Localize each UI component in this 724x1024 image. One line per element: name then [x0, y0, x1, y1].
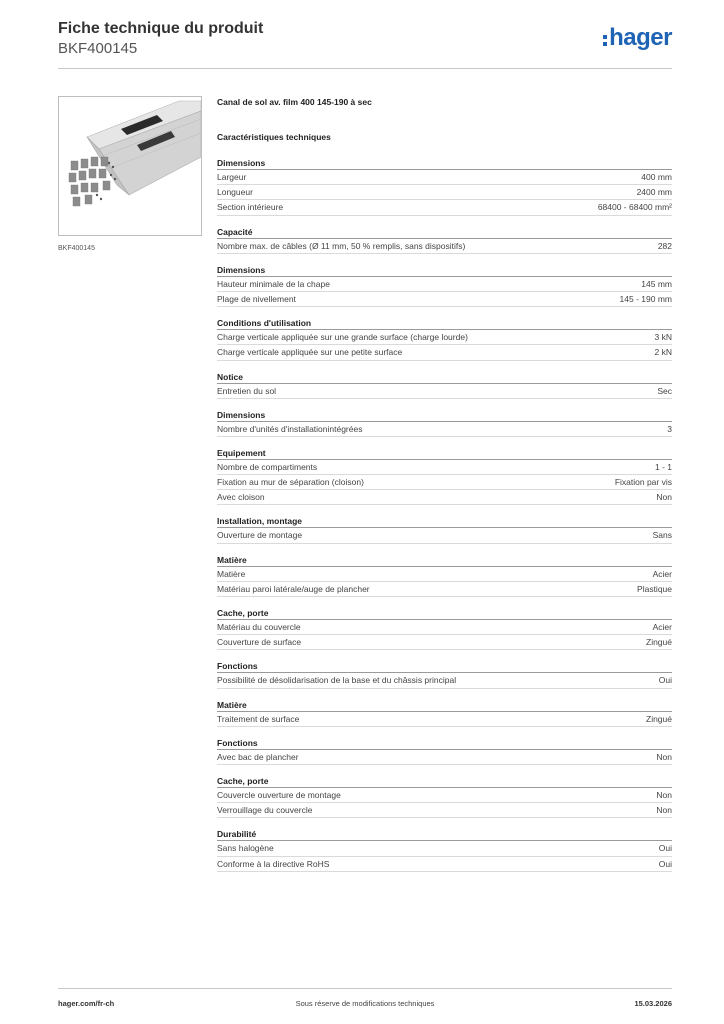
- spec-label: Section intérieure: [217, 202, 284, 213]
- spec-label: Charge verticale appliquée sur une grande surface (charge lourde): [217, 332, 468, 343]
- spec-row: [217, 460, 672, 475]
- product-image: [58, 96, 202, 236]
- spec-row: [217, 475, 672, 490]
- spec-section: [217, 699, 672, 727]
- spec-value: Non: [656, 492, 672, 503]
- spec-content: [217, 96, 672, 882]
- spec-row: [217, 528, 672, 543]
- spec-row: [217, 292, 672, 307]
- technical-characteristics-heading: Caractéristiques techniques: [217, 132, 331, 142]
- spec-row: [217, 170, 672, 185]
- spec-value: Zingué: [646, 637, 672, 648]
- spec-value: 1 - 1: [654, 461, 672, 472]
- hager-logo: [603, 24, 672, 52]
- spec-label: Sans halogène: [217, 843, 274, 854]
- spec-value: Sans: [652, 530, 672, 541]
- spec-value: Acier: [652, 622, 672, 632]
- spec-section: [217, 775, 672, 818]
- spec-label: Fixation au mur de séparation (cloison): [217, 477, 364, 488]
- spec-label: Couverture de surface: [217, 637, 302, 648]
- footer-date: 15.03.2026: [634, 999, 672, 1008]
- spec-section: [217, 226, 672, 254]
- spec-label: Verrouillage du couvercle: [217, 805, 313, 816]
- spec-label: Nombre max. de câbles (Ø 11 mm, 50 % remplis, sans dispositifs): [217, 240, 466, 251]
- spec-row: [217, 490, 672, 505]
- page-header: [58, 20, 672, 68]
- spec-row: [217, 857, 672, 872]
- spec-value: Oui: [658, 675, 672, 686]
- spec-label: Charge verticale appliquée sur une petite surface: [217, 347, 403, 358]
- spec-value: 3 kN: [654, 332, 672, 343]
- spec-sections: [217, 157, 672, 872]
- spec-value: Fixation par vis: [614, 477, 672, 488]
- spec-value: Oui: [658, 858, 672, 869]
- section-title: Fonctions: [217, 737, 672, 750]
- logo-dots-icon: [603, 35, 607, 46]
- section-title: Matière: [217, 554, 672, 567]
- spec-value: Non: [656, 751, 672, 762]
- spec-row: [217, 788, 672, 803]
- logo-wordmark: hager: [609, 24, 672, 51]
- spec-row: [217, 239, 672, 254]
- spec-value: Acier: [652, 568, 672, 579]
- spec-label: Matériau du couvercle: [217, 622, 301, 632]
- section-title: Cache, porte: [217, 607, 672, 620]
- spec-value: 2 kN: [654, 347, 672, 358]
- spec-label: Possibilité de désolidarisation de la base et du châssis principal: [217, 675, 457, 686]
- spec-label: Largeur: [217, 172, 247, 182]
- spec-label: Hauteur minimale de la chape: [217, 278, 330, 289]
- section-title: Dimensions: [217, 409, 672, 422]
- spec-value: Plastique: [637, 583, 672, 594]
- spec-label: Couvercle ouverture de montage: [217, 789, 341, 800]
- spec-row: [217, 673, 672, 688]
- spec-label: Nombre d'unités d'installationintégrées: [217, 423, 363, 434]
- spec-value: 145 - 190 mm: [619, 293, 672, 304]
- spec-value: 145 mm: [641, 278, 672, 289]
- spec-label: Nombre de compartiments: [217, 461, 318, 472]
- spec-value: 68400 - 68400 mm²: [597, 202, 672, 213]
- section-title: Conditions d'utilisation: [217, 317, 672, 330]
- spec-row: [217, 750, 672, 765]
- spec-label: Longueur: [217, 187, 253, 198]
- spec-section: [217, 317, 672, 360]
- spec-row: [217, 345, 672, 360]
- product-name: Canal de sol av. film 400 145-190 à sec: [217, 97, 372, 107]
- floor-duct-illustration-icon: [59, 97, 201, 235]
- section-title: Installation, montage: [217, 515, 672, 528]
- spec-row: [217, 620, 672, 635]
- spec-value: 2400 mm: [636, 187, 672, 198]
- footer-disclaimer: Sous réserve de modifications techniques: [295, 999, 435, 1008]
- product-reference: BKF400145: [58, 40, 138, 57]
- spec-row: [217, 841, 672, 856]
- spec-row: [217, 712, 672, 727]
- spec-label: Ouverture de montage: [217, 530, 303, 541]
- section-title: Dimensions: [217, 264, 672, 277]
- spec-row: [217, 200, 672, 215]
- spec-section: [217, 264, 672, 307]
- spec-row: [217, 803, 672, 818]
- footer-website: hager.com/fr-ch: [58, 999, 115, 1008]
- spec-value: Oui: [658, 843, 672, 854]
- spec-label: Avec cloison: [217, 492, 265, 503]
- spec-section: [217, 660, 672, 688]
- section-title: Durabilité: [217, 828, 672, 841]
- section-title: Matière: [217, 699, 672, 712]
- spec-section: [217, 409, 672, 437]
- spec-section: [217, 515, 672, 543]
- spec-value: 400 mm: [641, 172, 672, 182]
- spec-section: [217, 554, 672, 597]
- footer-divider: [58, 988, 672, 989]
- spec-value: Non: [656, 789, 672, 800]
- spec-label: Matière: [217, 568, 246, 579]
- spec-row: [217, 185, 672, 200]
- spec-row: [217, 582, 672, 597]
- spec-section: [217, 737, 672, 765]
- spec-value: 3: [667, 423, 672, 434]
- spec-row: [217, 635, 672, 650]
- section-title: Dimensions: [217, 157, 672, 170]
- section-title: Notice: [217, 371, 672, 384]
- document-title: Fiche technique du produit: [58, 20, 264, 37]
- spec-value: Sec: [657, 385, 672, 396]
- spec-row: [217, 277, 672, 292]
- header-divider: [58, 68, 672, 69]
- spec-value: 282: [657, 240, 672, 251]
- spec-row: [217, 330, 672, 345]
- spec-section: [217, 157, 672, 216]
- spec-label: Plage de nivellement: [217, 293, 296, 304]
- section-title: Fonctions: [217, 660, 672, 673]
- section-title: Cache, porte: [217, 775, 672, 788]
- spec-section: [217, 447, 672, 506]
- page-footer: [58, 995, 672, 1009]
- section-title: Capacité: [217, 226, 672, 239]
- image-caption: BKF400145: [58, 245, 95, 252]
- spec-label: Avec bac de plancher: [217, 751, 299, 762]
- spec-label: Traitement de surface: [217, 713, 300, 724]
- section-title: Equipement: [217, 447, 672, 460]
- spec-row: [217, 384, 672, 399]
- spec-label: Conforme à la directive RoHS: [217, 858, 330, 869]
- spec-label: Entretien du sol: [217, 385, 277, 396]
- spec-value: Zingué: [646, 713, 672, 724]
- spec-section: [217, 371, 672, 399]
- spec-row: [217, 567, 672, 582]
- spec-section: [217, 828, 672, 871]
- spec-section: [217, 607, 672, 650]
- spec-value: Non: [656, 805, 672, 816]
- spec-row: [217, 422, 672, 437]
- spec-label: Matériau paroi latérale/auge de plancher: [217, 583, 370, 594]
